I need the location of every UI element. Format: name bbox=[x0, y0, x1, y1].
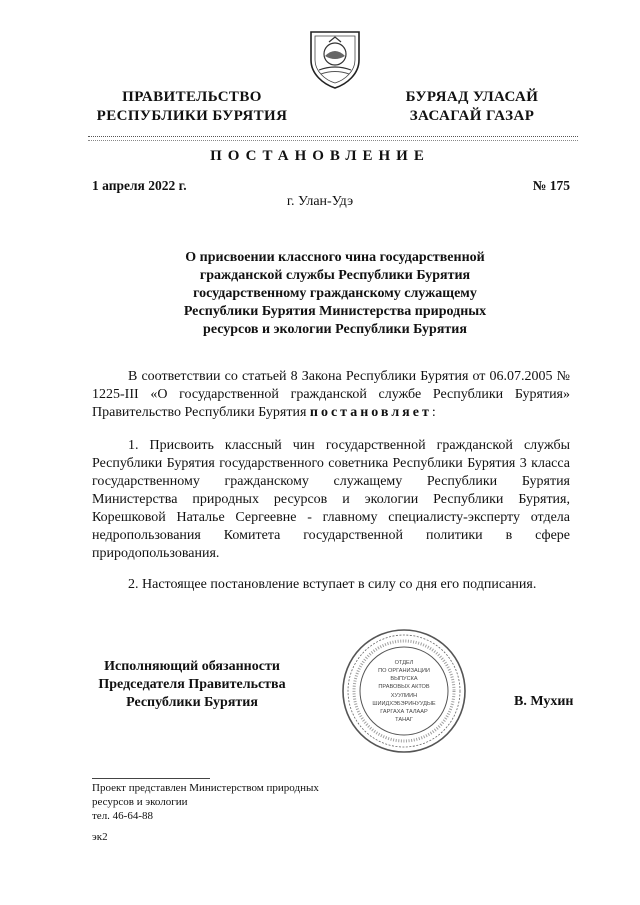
document-subject bbox=[150, 249, 520, 339]
stamp-line: ТАНАГ bbox=[395, 717, 413, 723]
subject-line: Республики Бурятия Министерства природных bbox=[183, 304, 487, 319]
resolves-word: постановляет bbox=[309, 405, 432, 420]
preamble-end: : bbox=[431, 405, 436, 420]
government-name-line2: РЕСПУБЛИКИ БУРЯТИЯ bbox=[96, 108, 288, 124]
document-number: № 175 bbox=[532, 178, 570, 193]
government-name-russian bbox=[92, 88, 292, 126]
stamp-line: ГАРГАХА ТАЛААР bbox=[380, 709, 428, 715]
government-name-buryat-line1: БУРЯАД УЛАСАЙ bbox=[405, 89, 539, 105]
footer-line-2: ресурсов и экологии bbox=[92, 796, 188, 808]
stamp-line: ХУУЛИИН bbox=[390, 693, 418, 699]
signatory-title-line1: Исполняющий обязанности bbox=[104, 659, 280, 674]
document-city: г. Улан-Удэ bbox=[286, 194, 354, 209]
document-date: 1 апреля 2022 г. bbox=[92, 178, 187, 193]
footer-line-1: Проект представлен Министерством природных bbox=[92, 782, 319, 794]
government-name-buryat bbox=[392, 88, 552, 126]
coat-of-arms-emblem bbox=[303, 26, 367, 90]
stamp-line: ПО ОРГАНИЗАЦИИ bbox=[378, 668, 430, 674]
clause-1-paragraph: 1. Присвоить классный чин государственной гражданской службы Республики Бурятия государственного советника Республики Бурятия 3 класса государственному гражданскому служащему Республики Бурятия Министерства природных ресурсов и экологии Республики Бурятия, Корешковой Наталье Сергеевне - главному специалисту-эксперту отдела недропользования Комитета государственной политики в сфере природопользования. bbox=[92, 438, 570, 561]
official-stamp-icon bbox=[340, 627, 468, 755]
signatory-name: В. Мухин bbox=[514, 694, 574, 709]
document-title: ПОСТАНОВЛЕНИЕ bbox=[210, 148, 430, 164]
government-name-line1: ПРАВИТЕЛЬСТВО bbox=[122, 89, 262, 105]
stamp-line: ОТДЕЛ bbox=[394, 660, 414, 666]
footer-divider bbox=[92, 778, 210, 779]
government-name-buryat-line2: ЗАСАГАЙ ГАЗАР bbox=[409, 108, 535, 124]
signatory-title bbox=[92, 658, 292, 712]
subject-line: О присвоении классного чина государственной bbox=[185, 250, 485, 265]
subject-line: гражданской службы Республики Бурятия bbox=[199, 268, 471, 283]
stamp-line: ВЫПУСКА bbox=[390, 676, 418, 682]
subject-line: государственному гражданскому служащему bbox=[193, 286, 477, 301]
footer-note bbox=[92, 781, 392, 823]
subject-line: ресурсов и экологии Республики Бурятия bbox=[203, 322, 467, 337]
header-divider bbox=[88, 136, 578, 137]
preamble-text: В соответствии со статьей 8 Закона Республики Бурятия от 06.07.2005 № 1225-III «О государственной гражданской службе Республики Бурятия» Правительство Республики Бурятия bbox=[92, 369, 570, 420]
document-code: эк2 bbox=[92, 831, 108, 843]
stamp-line: ПРАВОВЫХ АКТОВ bbox=[378, 684, 430, 690]
signatory-title-line3: Республики Бурятия bbox=[126, 695, 258, 710]
preamble-paragraph bbox=[92, 368, 570, 422]
signatory-title-line2: Председателя Правительства bbox=[98, 677, 286, 692]
clause-2-paragraph: 2. Настоящее постановление вступает в силу со дня его подписания. bbox=[128, 577, 537, 592]
stamp-line: ШИИДХЭБЭРИНУУДЫЕ bbox=[372, 701, 436, 707]
footer-phone: тел. 46-64-88 bbox=[92, 810, 154, 822]
header-divider-secondary bbox=[88, 140, 578, 141]
